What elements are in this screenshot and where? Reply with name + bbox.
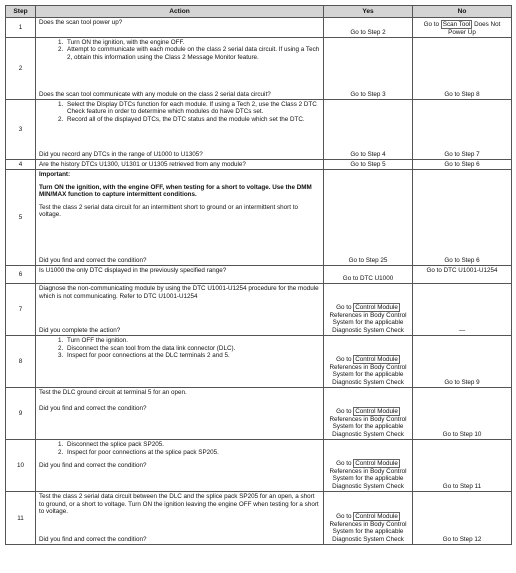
action-cell [36, 266, 324, 284]
no-value: — [413, 284, 512, 336]
action-cell [36, 440, 324, 492]
action-question: Did you find and correct the condition? [39, 404, 147, 412]
action-question: Did you find and correct the condition? [39, 257, 147, 264]
header-no: No [413, 6, 512, 18]
diagnostic-table [5, 5, 512, 545]
action-text: Test the class 2 serial data circuit between the DLC and the splice pack SP205 for an open, a short to ground, or a short to voltage. Turn ON the ignition leaving the engine OFF when testing for a short to voltage. [39, 493, 319, 516]
no-link[interactable]: Go to Step 6 [413, 160, 512, 170]
yes-link[interactable]: Go to Step 2 [324, 18, 413, 38]
step-number: 4 [6, 160, 36, 170]
action-text: Test the DLC ground circuit at terminal 5 for an open. [39, 389, 187, 397]
list-item: 1. Select the Display DTCs function for each module. If using a Tech 2, use the Class 2 DTC Check feature in order to determine which modules do have DTCs set. [65, 101, 320, 116]
table-row [6, 388, 512, 440]
yes-cell: Go to Control Module References in Body Control System for the applicable Diagnostic System Check [324, 492, 413, 545]
table-row [6, 100, 512, 160]
list-item: 2. Disconnect the scan tool from the data link connector (DLC). [65, 345, 320, 352]
control-module-link[interactable]: Control Module [355, 304, 398, 312]
list-item: 2. Attempt to communicate with each module on the class 2 serial data circuit. If using a Tech 2, obtain this information using the Class 2 Message Monitor feature. [65, 46, 320, 61]
important-note: Turn ON the ignition, with the engine OFF, when testing for a short to voltage. Use the DMM MIN/MAX function to capture intermittent conditions. [39, 183, 312, 199]
action-list [39, 39, 320, 61]
step-number: 2 [6, 38, 36, 100]
table-row [6, 336, 512, 388]
list-item: 1. Turn OFF the ignition. [65, 337, 320, 344]
action-cell [36, 388, 324, 440]
list-item: 3. Inspect for poor connections at the DLC terminals 2 and 5. [65, 352, 320, 359]
action-text: Test the class 2 serial data circuit for an intermittent short to ground or an intermittent short to voltage. [39, 203, 298, 219]
no-link[interactable]: Go to Step 7 [413, 100, 512, 160]
yes-cell: Go to Control Module References in Body Control System for the applicable Diagnostic System Check [324, 284, 413, 336]
table-row [6, 38, 512, 100]
yes-link[interactable]: Go to Step 5 [324, 160, 413, 170]
action-cell [36, 336, 324, 388]
action-list [39, 337, 320, 359]
list-item: 2. Record all of the displayed DTCs, the DTC status and the module which set the DTC. [65, 116, 320, 123]
no-link[interactable]: Go to Step 6 [413, 170, 512, 266]
no-link[interactable]: Go to Step 10 [413, 388, 512, 440]
header-step: Step [6, 6, 36, 18]
header-action: Action [36, 6, 324, 18]
list-item: 1. Turn ON the ignition, with the engine OFF. [65, 39, 320, 46]
no-suffix: Does Not Power Up [448, 21, 501, 36]
action-question: Are the history DTCs U1300, U1301 or U1305 retrieved from any module? [39, 161, 246, 168]
step-number: 3 [6, 100, 36, 160]
action-cell [36, 170, 324, 266]
no-link[interactable]: Go to DTC U1001-U1254 [413, 266, 512, 284]
no-link[interactable]: Go to Step 9 [413, 336, 512, 388]
action-text: Diagnose the non-communicating module by using the DTC U1001-U1254 procedure for the module which is not communicating. Refer to DTC U1001-U1254 [39, 285, 319, 300]
step-number: 11 [6, 492, 36, 545]
step-number: 7 [6, 284, 36, 336]
no-prefix: Go to [423, 21, 440, 29]
step-number: 10 [6, 440, 36, 492]
action-list [39, 101, 320, 123]
yes-link[interactable]: Go to Step 25 [324, 170, 413, 266]
yes-link[interactable]: Go to Step 4 [324, 100, 413, 160]
yes-cell: Go to Control Module References in Body Control System for the applicable Diagnostic System Check [324, 336, 413, 388]
header-row [6, 6, 512, 18]
list-item: 1. Disconnect the splice pack SP205. [65, 441, 320, 448]
action-question: Did you find and correct the condition? [39, 536, 147, 543]
table-row [6, 284, 512, 336]
action-question: Did you complete the action? [39, 327, 121, 334]
action-question: Did you record any DTCs in the range of U1000 to U1305? [39, 150, 203, 158]
table-row [6, 492, 512, 545]
step-number: 1 [6, 18, 36, 38]
action-cell [36, 100, 324, 160]
action-question: Does the scan tool communicate with any module on the class 2 serial data circuit? [39, 90, 271, 98]
action-question: Did you find and correct the condition? [39, 462, 147, 470]
yes-link[interactable]: Go to Step 3 [324, 38, 413, 100]
important-label: Important: [39, 171, 71, 179]
control-module-link[interactable]: Control Module [355, 356, 398, 364]
step-number: 8 [6, 336, 36, 388]
action-question: Does the scan tool power up? [39, 19, 123, 26]
list-item: 2. Inspect for poor connections at the splice pack SP205. [65, 449, 320, 456]
action-cell [36, 18, 324, 38]
control-module-link[interactable]: Control Module [355, 408, 398, 416]
action-cell [36, 38, 324, 100]
yes-cell: Go to Control Module References in Body Control System for the applicable Diagnostic System Check [324, 388, 413, 440]
table-row [6, 170, 512, 266]
table-row [6, 160, 512, 170]
table-row [6, 266, 512, 284]
table-row [6, 440, 512, 492]
step-number: 9 [6, 388, 36, 440]
action-cell [36, 284, 324, 336]
control-module-link[interactable]: Control Module [355, 513, 398, 521]
no-cell [413, 18, 512, 38]
no-link[interactable]: Go to Step 8 [413, 38, 512, 100]
no-link[interactable]: Go to Step 12 [413, 492, 512, 545]
yes-link[interactable]: Go to DTC U1000 [324, 266, 413, 284]
action-cell [36, 160, 324, 170]
action-list [39, 441, 320, 456]
scan-tool-link[interactable]: Scan Tool [442, 21, 471, 29]
step-number: 5 [6, 170, 36, 266]
header-yes: Yes [324, 6, 413, 18]
table-row [6, 18, 512, 38]
no-link[interactable]: Go to Step 11 [413, 440, 512, 492]
yes-cell: Go to Control Module References in Body Control System for the applicable Diagnostic System Check [324, 440, 413, 492]
action-cell [36, 492, 324, 545]
action-question: Is U1000 the only DTC displayed in the previously specified range? [39, 267, 227, 275]
step-number: 6 [6, 266, 36, 284]
control-module-link[interactable]: Control Module [355, 460, 398, 468]
